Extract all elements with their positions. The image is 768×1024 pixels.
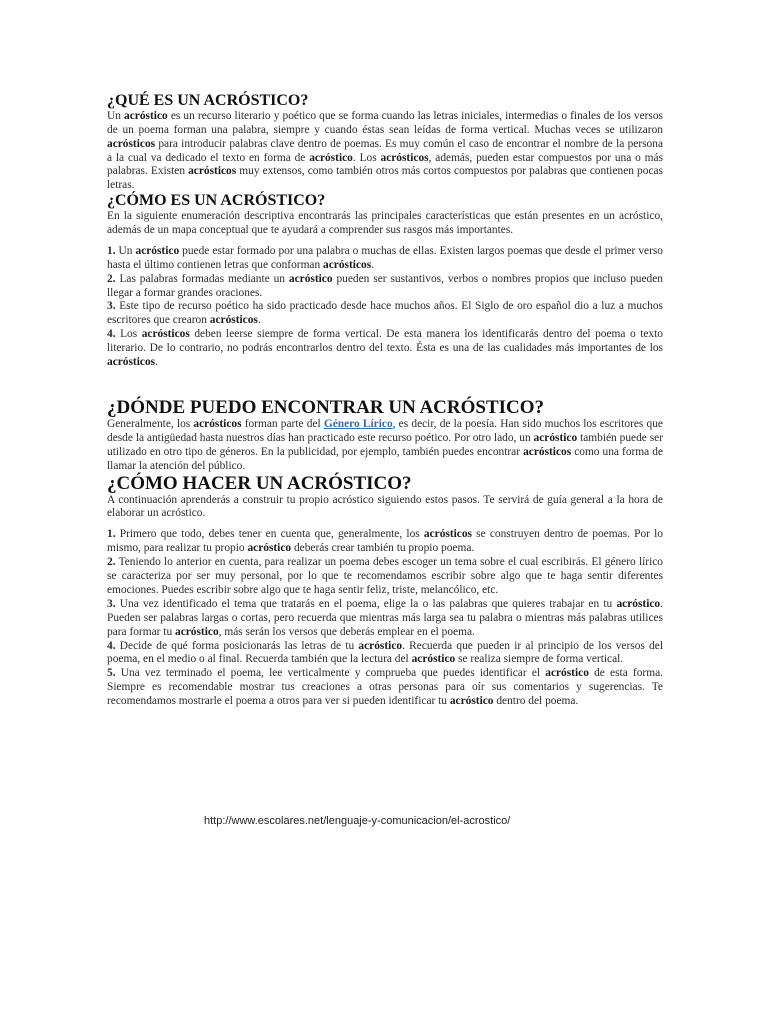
bold-term: acróstico — [135, 244, 180, 257]
bold-term: acróstico — [175, 625, 219, 638]
list-item-como-es-4: 4. Los acrósticos deben leerse siempre de forma vertical. De esta manera los identificarás dentro del poema o texto literario. De lo contrario, no podrás encontrarlos dentro del texto. Ésta es una de las cualidades más importantes de los acrósticos. — [107, 328, 663, 369]
bold-term: acróstico — [124, 109, 168, 122]
paragraph-como-hacer-intro: A continuación aprenderás a construir tu propio acróstico siguiendo estos pasos. Te servirá de guía general a la hora de elaborar un acróstico. — [107, 493, 663, 520]
bold-term: acrósticos — [423, 528, 472, 541]
bold-term: acróstico — [309, 151, 353, 164]
list-item-como-hacer-4: 4. Decide de qué forma posicionarás las letras de tu acróstico. Recuerda que pueden ir al principio de los versos del poema, en el medio o al final. Recuerda también que la lectura del acróstico se realiza siempre de forma vertical. — [107, 639, 663, 666]
list-item-como-hacer-5: 5. Una vez terminado el poema, lee verticalmente y comprueba que puedes identificar el acróstico de esta forma. Siempre es recomendable mostrar tus creaciones a otras personas para oír sus comentarios y sugerencias. Te recomendamos mostrarle el poema a otros para ver si pueden identificar tu acróstico dentro del poema. — [107, 667, 663, 708]
bold-term: acrósticos — [323, 258, 372, 271]
bold-term: acróstico — [533, 431, 578, 444]
bold-term: acrósticos — [107, 356, 156, 369]
list-item-como-hacer-3: 3. Una vez identificado el tema que tratarás en el poema, elige la o las palabras que quieres trabajar en tu acróstico. Pueden ser palabras largas o cortas, pero recuerda que mientras más larga sea tu palabra o mientras más palabras utilices para formar tu acróstico, más serán los versos que deberás emplear en el poema. — [107, 597, 663, 638]
heading-como-es: ¿CÓMO ES UN ACRÓSTICO? — [107, 192, 326, 210]
list-item-como-hacer-1: 1. Primero que todo, debes tener en cuenta que, generalmente, los acrósticos se construyen dentro de poemas. Por lo mismo, para realizar tu propio acróstico deberás crear también tu propio poema. — [107, 528, 663, 555]
bold-term: acróstico — [247, 542, 292, 555]
bold-term: acróstico — [616, 597, 661, 610]
list-number: 1. — [107, 528, 116, 541]
bold-term: acrósticos — [523, 445, 572, 458]
list-number: 1. — [107, 244, 116, 257]
paragraph-que-es: Un acróstico es un recurso literario y poético que se forma cuando las letras iniciales, intermedias o finales de los versos de un poema forman una palabra, siempre y cuando éstas sean leídas de forma vertical. Muchas veces se utilizaron acrósticos para introducir palabras clave dentro de poemas. Es muy común el caso de encontrar el nombre de la persona a la cual va dedicado el texto en forma de acróstico. Los acrósticos, además, pueden estar compuestos por una o más palabras. Existen acrósticos muy extensos, como también otros más cortos compuestos por palabras que contienen pocas letras. — [107, 109, 663, 192]
list-item-como-hacer-2: 2. Teniendo lo anterior en cuenta, para realizar un poema debes escoger un tema sobre el cual escribirás. El género lírico se caracteriza por ser muy personal, por lo que te recomendamos escribir sobre algo que te haga sentir diferentes emociones. Puedes escribir sobre algo que te haga sentir feliz, triste, melancólico, etc. — [107, 556, 663, 596]
heading-donde-encontrar: ¿DÓNDE PUEDO ENCONTRAR UN ACRÓSTICO? — [107, 397, 545, 418]
list-item-como-es-3: 3. Este tipo de recurso poético ha sido practicado desde hace muchos años. El Siglo de oro español dio a luz a muchos escritores que crearon acrósticos. — [107, 300, 663, 327]
source-url: http://www.escolares.net/lenguaje-y-comunicacion/el-acrostico/ — [204, 815, 511, 827]
paragraph-donde-encontrar: Generalmente, los acrósticos forman parte del Género Lírico, es decir, de la poesía. Han sido muchos los escritores que desde la antigüedad hasta nuestros días han practicado este recurso poético. Por otro lado, un acróstico también puede ser utilizado en otro tipo de géneros. En la publicidad, por ejemplo, también puedes encontrar acrósticos como una forma de llamar la atención del público. — [107, 417, 664, 472]
list-number: 2. — [107, 556, 116, 569]
list-item-como-es-2: 2. Las palabras formadas mediante un acróstico pueden ser sustantivos, verbos o nombres propios que incluso pueden llegar a formar grandes oraciones. — [107, 272, 663, 299]
list-number: 5. — [107, 667, 116, 680]
heading-que-es: ¿QUÉ ES UN ACRÓSTICO? — [107, 92, 309, 109]
document-body — [107, 93, 663, 709]
list-number: 3. — [107, 597, 116, 610]
bold-term: acróstico — [449, 695, 494, 708]
list-number: 3. — [107, 300, 116, 313]
bold-term: acróstico — [545, 667, 589, 680]
bold-term: acróstico — [411, 653, 456, 666]
bold-term: acróstico — [288, 272, 333, 285]
paragraph-como-es-intro: En la siguiente enumeración descriptiva encontrarás las principales características que están presentes en un acróstico, además de un mapa conceptual que te ayudará a comprender sus rasgos más importantes. — [107, 210, 663, 236]
list-number: 4. — [107, 639, 116, 652]
bold-term: acrósticos — [193, 417, 242, 430]
bold-term: acrósticos — [209, 314, 258, 327]
heading-como-hacer: ¿CÓMO HACER UN ACRÓSTICO? — [107, 472, 412, 494]
list-number: 2. — [107, 272, 116, 285]
bold-term: acróstico — [358, 639, 403, 652]
bold-term: acrósticos — [141, 328, 190, 341]
list-item-como-es-1: 1. Un acróstico puede estar formado por una palabra o muchas de ellas. Existen largos poemas que desde el primer verso hasta el último contienen letras que conforman acrósticos. — [107, 244, 663, 271]
list-number: 4. — [107, 328, 116, 341]
bold-term: acrósticos — [380, 151, 429, 164]
bold-term: acrósticos — [107, 137, 156, 150]
bold-term: acrósticos — [188, 165, 237, 178]
genero-lirico-link[interactable]: Género Lírico — [323, 417, 393, 430]
